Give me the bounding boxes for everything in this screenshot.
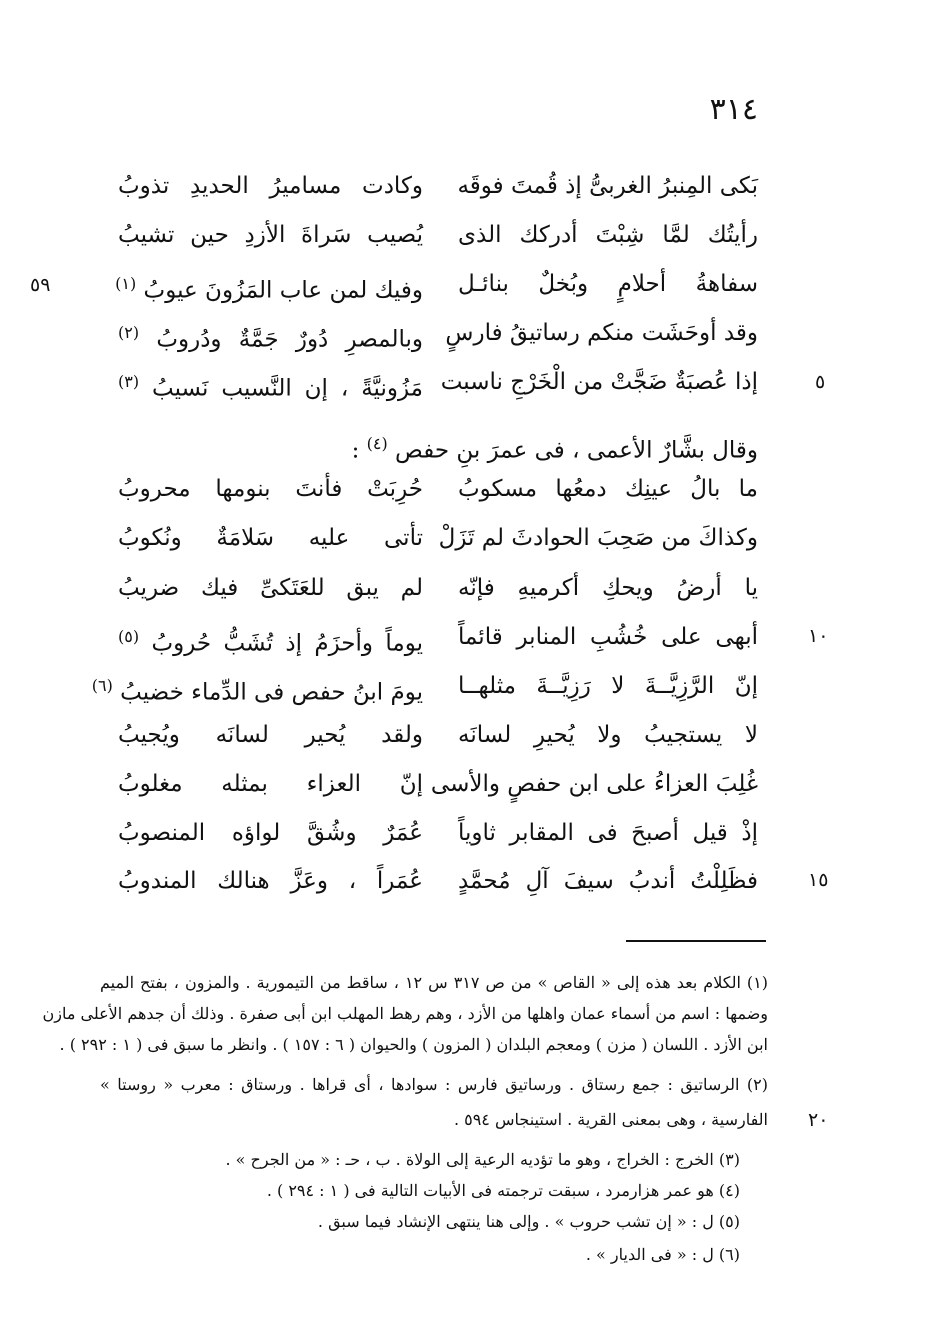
verse-second-hemistich [118,309,423,364]
verse-first-hemistich: رأيتُك لمَّا شِبْتَ أدركك الذى [458,222,758,248]
verse-first-hemistich: إذا عُصبَةٌ ضَجَّتْ من الْخَرْجِ ناسبت [440,369,758,395]
verse-second-text: إنّ العزاء بمثله مغلوبُ [118,771,423,797]
verse-second-hemistich [118,465,423,513]
verse-first-hemistich: يا أرضُ ويحكِ أكرميهِ فإنّه [458,575,758,601]
verse-second-hemistich [91,662,423,717]
verse-second-hemistich [118,760,423,808]
verse-second-hemistich [115,260,423,315]
verse-first-hemistich: وكذاكَ من صَحِبَ الحوادثَ لم تَزَلْ [438,525,758,551]
footnote-line: (٤) هو عمر هزارمرد ، سبقت ترجمته فى الأبيات التالية فى ( ١ : ٢٩٤ ) . [266,1181,740,1200]
margin-number: ١٠ [808,625,829,647]
verse [118,711,758,759]
verse-second-hemistich [118,711,423,759]
verse-second-hemistich [118,162,423,210]
verse-second-hemistich [118,809,423,857]
footnote-ref[interactable]: (٣) [118,372,140,391]
verse-first-hemistich: وقد أوحَشَت منكم رساتيقُ فارسٍ [445,320,758,346]
verse-second-text: عُمَراً ، وعَزَّ هنالك المندوبُ [118,868,423,894]
verse [118,857,758,905]
verse [118,358,758,406]
footnote-line: (٦) ل : « فى الديار » . [585,1245,740,1264]
verse-first-hemistich: سفاهةُ أحلامٍ وبُخلٌ بنائـل [458,271,758,297]
footnote-ref[interactable]: (٤) [366,434,388,453]
verse [115,260,758,308]
footnote-ref[interactable]: (٦) [91,676,113,695]
footnote-ref[interactable]: (٥) [118,627,140,646]
verse-second-hemistich [118,857,423,905]
verse [118,809,758,857]
verse-first-hemistich: إذْ قيل أصبحَ فى المقابر ثاوياً [458,820,758,846]
verse-second-text: عُمَرٌ وشُقَّ لواؤه المنصوبُ [118,820,423,846]
verse-first-hemistich: بَكى المِنبرُ الغربىُّ إذ قُمتَ فوقَه [457,173,758,199]
page-number: ٣١٤ [709,92,758,127]
margin-number: ١٥ [808,869,829,891]
verse [118,613,758,661]
margin-number: ٥٩ [30,274,51,296]
verse-second-text: حُرِبَتْ فأنتَ بنومها محروبُ [118,476,423,502]
verse [118,564,758,612]
verse-first-hemistich: لا يستجيبُ ولا يُحيرِ لسانَه [458,722,758,748]
verse [91,662,758,710]
footnote-line: ابن الأزد . اللسان ( مزن ) ومعجم البلدان ( المزون ) والحيوان ( ٦ : ١٥٧ ) . وانظر ما سبق فى ( ١ : ٢٩٢ ) . [59,1035,768,1054]
footnote-line: (٢) الرساتيق : جمع رستاق . ورساتيق فارس : سوادها ، أى قراها . ورستاق : معرب « روستا » [100,1075,768,1094]
verse-second-hemistich [118,211,423,259]
intro-colon: : [351,437,360,464]
verse-second-text: وفيك لمن عاب المَزُونَ عيوبُ [143,277,423,304]
verse [118,309,758,357]
verse-second-text: يوماً وأحزَمُ إذ تُشَبُّ حُروبُ [151,630,423,657]
verse-second-text: وكادت مساميرُ الحديدِ تذوبُ [118,173,423,199]
margin-number: ٢٠ [808,1109,829,1131]
verse [118,760,758,808]
verse-first-hemistich: فظَلِلْتُ أندبُ سيفَ آلِ مُحمَّدٍ [458,868,758,894]
verse-second-text: وبالمصرِ دُورٌ جَمَّةٌ ودُروبُ [156,326,423,353]
verse-second-hemistich [118,564,423,612]
verse-second-text: ولقد يُحير لسانَه ويُجيبُ [118,722,423,748]
verse-second-text: مَزُونيَّةً ، إن النَّسيب نَسيبُ [152,375,423,402]
verse-second-hemistich [118,613,423,668]
verse [118,514,758,562]
verse-second-text: يُصيب سَراةَ الأزدِ حين تشيبُ [118,222,423,248]
footnote-line: وضمها : اسم من أسماء عمان واهلها من الأزد ، وهم رهط المهلب ابن أبى صفرة . وذلك أن جدهم الأعلى مازن [42,1004,768,1023]
intro-text: وقال بشَّارٌ الأعمى ، فى عمرَ بنِ حفص [395,437,758,464]
verse-first-hemistich: إنّ الرَّزِيَّــةَ لا رَزِيَّــةَ مثلهــا [458,673,758,699]
verse-first-hemistich: غُلِبَ العزاءُ على ابن حفصٍ والأسى [430,771,758,797]
margin-number: ٥ [815,371,826,393]
verse [118,211,758,259]
verse-first-hemistich: ما بالُ عينِك دمعُها مسكوبُ [458,476,758,502]
footnote-line: (٣) الخرج : الخراج ، وهو ما تؤديه الرعية إلى الولاة . ب ، حـ : « من الجرح » . [225,1150,740,1169]
verse-first-hemistich: أبهى على خُشُبِ المنابر قائماً [458,624,758,650]
footnote-line: الفارسية ، وهى بمعنى القرية . استينجاس ٥٩٤ . [453,1110,768,1129]
verse-second-text: يومَ ابنُ حفص فى الدِّماء خضيبُ [120,679,423,706]
footnote-line: (١) الكلام بعد هذه إلى « القاص » من ص ٣١٧ س ١٢ ، ساقط من التيمورية . والمزون ، بفتح الميم [100,973,768,992]
verse-second-text: لم يبق للعَتَكىِّ فيك ضريبُ [118,575,423,601]
verse [118,465,758,513]
verse-second-hemistich [118,358,423,413]
verse-second-text: تأتى عليه سَلامَةٌ ونُكوبُ [118,525,423,551]
verse-second-hemistich [118,514,423,562]
footnote-ref[interactable]: (١) [115,274,137,293]
verse [118,162,758,210]
footnote-ref[interactable]: (٢) [118,323,140,342]
footnote-divider [626,940,766,942]
footnote-line: (٥) ل : « إن تشب حروب » . وإلى هنا ينتهى الإنشاد فيما سبق . [317,1212,740,1231]
